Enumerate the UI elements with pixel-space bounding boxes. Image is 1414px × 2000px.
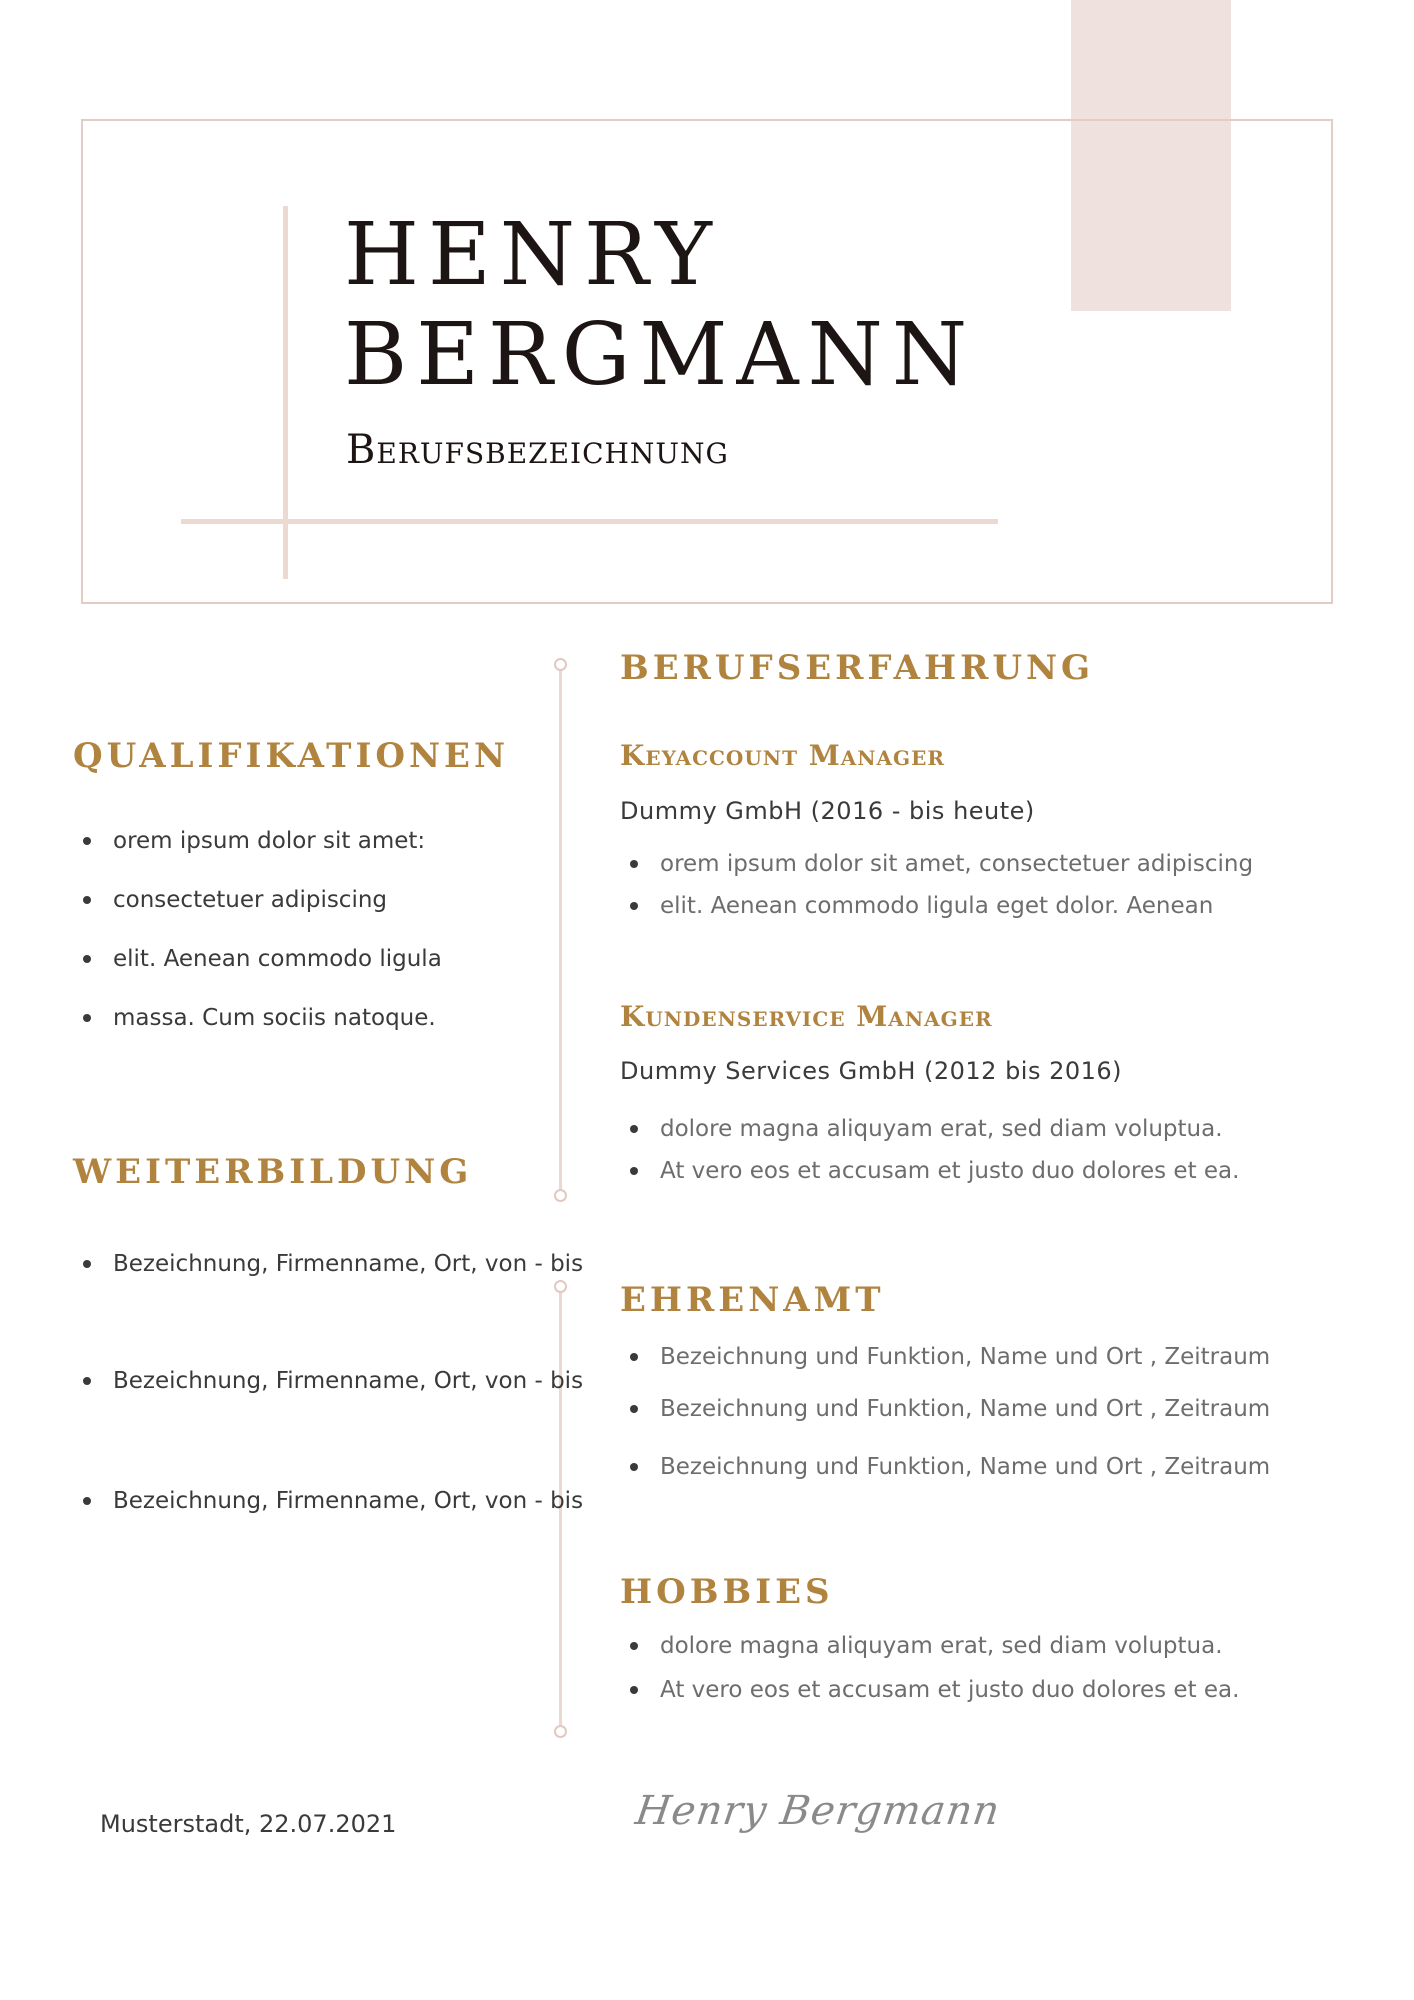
- education-list: [73, 1248, 584, 1517]
- job-2-bullets: [620, 1113, 1239, 1197]
- last-name: BERGMANN: [344, 305, 977, 405]
- full-name: [344, 205, 976, 405]
- timeline-dot: [554, 658, 567, 671]
- hobbies-list: [620, 1630, 1239, 1718]
- place-and-date: Musterstadt, 22.07.2021: [100, 1810, 397, 1838]
- list-item: elit. Aenean commodo ligula: [73, 942, 442, 1001]
- list-item: Bezeichnung, Firmenname, Ort, von - bis: [73, 1485, 533, 1517]
- first-name: HENRY: [344, 205, 721, 305]
- job-title-1: Keyaccount Manager: [620, 739, 945, 772]
- list-item: orem ipsum dolor sit amet, consectetuer adipiscing: [620, 848, 1253, 890]
- list-item: Bezeichnung und Funktion, Name und Ort , Zeitraum: [620, 1341, 1270, 1393]
- qualifications-heading: QUALIFIKATIONEN: [73, 736, 510, 776]
- list-item: dolore magna aliquyam erat, sed diam voluptua.: [620, 1630, 1239, 1674]
- timeline-dot: [554, 1725, 567, 1738]
- job-1-bullets: [620, 848, 1253, 932]
- timeline-line-top: [559, 668, 562, 1195]
- list-item: Bezeichnung und Funktion, Name und Ort , Zeitraum: [620, 1451, 1270, 1493]
- list-item: dolore magna aliquyam erat, sed diam voluptua.: [620, 1113, 1239, 1155]
- qualifications-list: [73, 824, 442, 1060]
- list-item: orem ipsum dolor sit amet:: [73, 824, 442, 883]
- timeline-dot: [554, 1189, 567, 1202]
- timeline-dot: [554, 1280, 567, 1293]
- company-1: Dummy GmbH (2016 - bis heute): [620, 797, 1035, 825]
- list-item: consectetuer adipiscing: [73, 883, 442, 942]
- hobbies-heading: HOBBIES: [620, 1572, 834, 1612]
- list-item: massa. Cum sociis natoque.: [73, 1001, 442, 1060]
- signature: Henry Bergmann: [632, 1788, 1004, 1834]
- education-heading: WEITERBILDUNG: [73, 1152, 473, 1192]
- list-item: Bezeichnung und Funktion, Name und Ort , Zeitraum: [620, 1393, 1270, 1451]
- job-title: Berufsbezeichnung: [346, 427, 729, 473]
- list-item: At vero eos et accusam et justo duo dolores et ea.: [620, 1674, 1239, 1718]
- header-horizontal-line: [181, 519, 998, 524]
- list-item: elit. Aenean commodo ligula eget dolor. Aenean: [620, 890, 1253, 932]
- company-2: Dummy Services GmbH (2012 bis 2016): [620, 1057, 1123, 1085]
- experience-heading: BERUFSERFAHRUNG: [620, 648, 1095, 688]
- list-item: At vero eos et accusam et justo duo dolores et ea.: [620, 1155, 1239, 1197]
- volunteering-heading: EHRENAMT: [620, 1280, 885, 1320]
- list-item: Bezeichnung, Firmenname, Ort, von - bis: [73, 1248, 533, 1365]
- volunteering-list: [620, 1341, 1270, 1493]
- job-title-2: Kundenservice Manager: [620, 1000, 993, 1033]
- list-item: Bezeichnung, Firmenname, Ort, von - bis: [73, 1365, 533, 1485]
